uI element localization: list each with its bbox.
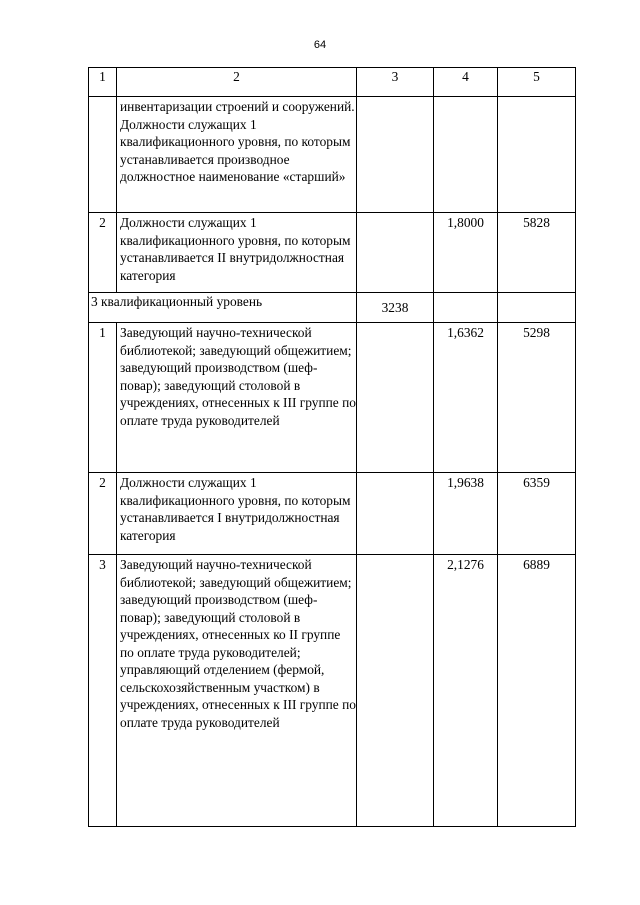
- level-salary: [357, 323, 434, 473]
- header-cell: 5: [498, 68, 576, 97]
- level-base-salary: 3238: [357, 293, 434, 323]
- position-description: Заведующий научно-технической библиотекой; заведующий общежитием; заведующий производством (шеф-повар); заведующий столовой в учреждениях, отнесенных к III группе по оплате труда руководителей: [117, 323, 357, 473]
- header-cell: 2: [117, 68, 357, 97]
- page-number: 64: [313, 39, 327, 51]
- level-salary: [357, 213, 434, 293]
- level-salary: [357, 473, 434, 555]
- salary: 6359: [498, 473, 576, 555]
- table-row: [89, 97, 576, 213]
- coefficient: [434, 97, 498, 213]
- level-salary: [357, 97, 434, 213]
- empty-cell: [434, 293, 498, 323]
- row-number: 1: [89, 323, 117, 473]
- coefficient: 1,6362: [434, 323, 498, 473]
- coefficient: 2,1276: [434, 555, 498, 827]
- position-description: Должности служащих 1 квалификационного уровня, по которым устанавливается I внутридолжностная категория: [117, 473, 357, 555]
- row-number: 3: [89, 555, 117, 827]
- header-cell: 3: [357, 68, 434, 97]
- row-number: 2: [89, 213, 117, 293]
- salary-table: [88, 67, 576, 827]
- table-row: [89, 213, 576, 293]
- table-row: [89, 473, 576, 555]
- salary: 5298: [498, 323, 576, 473]
- salary: 5828: [498, 213, 576, 293]
- coefficient: 1,8000: [434, 213, 498, 293]
- row-number: 2: [89, 473, 117, 555]
- table-row: [89, 555, 576, 827]
- qualification-level-title: 3 квалификационный уровень: [89, 293, 357, 323]
- header-cell: 4: [434, 68, 498, 97]
- coefficient: 1,9638: [434, 473, 498, 555]
- salary: [498, 97, 576, 213]
- table-row: [89, 323, 576, 473]
- position-description: инвентаризации строений и сооружений. Должности служащих 1 квалификационного уровня, по которым устанавливается производное должностное наименование «старший»: [117, 97, 357, 213]
- position-description: Должности служащих 1 квалификационного уровня, по которым устанавливается II внутридолжностная категория: [117, 213, 357, 293]
- header-row: [89, 68, 576, 97]
- empty-cell: [498, 293, 576, 323]
- level-salary: [357, 555, 434, 827]
- position-description: Заведующий научно-технической библиотекой; заведующий общежитием; заведующий производством (шеф-повар); заведующий столовой в учреждениях, отнесенных ко II группе по оплате труда руководителей; управляющий отделением (фермой, сельскохозяйственным участком) в учреждениях, отнесенных к III группе по оплате труда руководителей: [117, 555, 357, 827]
- header-cell: 1: [89, 68, 117, 97]
- row-number: [89, 97, 117, 213]
- salary: 6889: [498, 555, 576, 827]
- qualification-level-row: [89, 293, 576, 323]
